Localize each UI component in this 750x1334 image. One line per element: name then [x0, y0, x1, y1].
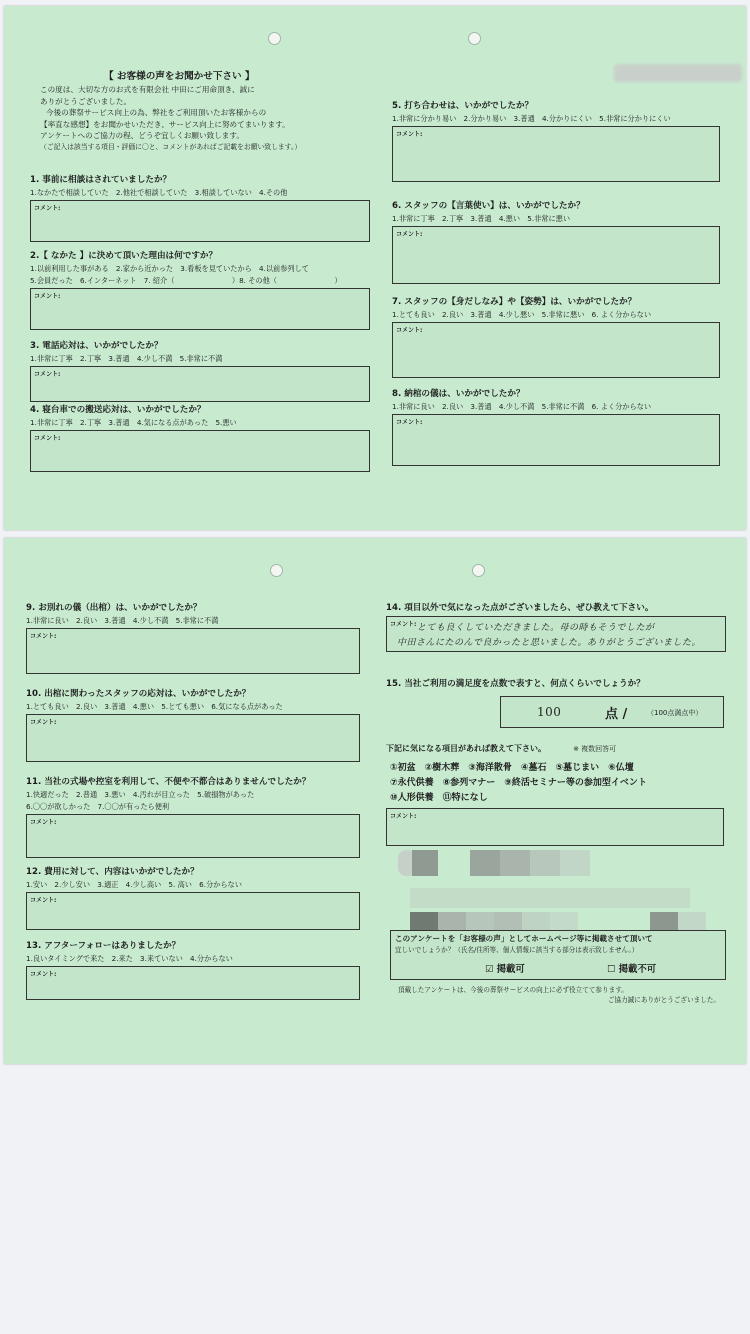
intro-line: 【率直な感想】をお聞かせいただき、サービス向上に努めてまいります。 — [40, 119, 290, 129]
interest-question: 下記に気になる項目があれば教えて下さい。 — [386, 744, 546, 753]
question-text: 4. 寝台車での搬送応対は、いかがでしたか？ — [30, 405, 206, 415]
handwritten-comment: とても良くしていただきました。母の時もそうでしたが — [417, 623, 655, 633]
handwritten-score: 100 — [537, 705, 562, 719]
question-text: 7. スタッフの【身だしなみ】や【姿勢】は、いかがでしたか？ — [392, 297, 637, 307]
question-12 — [26, 866, 360, 930]
question-options: 1.非常に良い 2.良い 3.普通 4.少し不満 5.非常に不満 — [26, 616, 219, 625]
comment-label: コメント: — [30, 971, 57, 978]
question-text: 6. スタッフの【言葉使い】は、いかがでしたか？ — [392, 201, 585, 211]
survey-sheet-page-2 — [4, 538, 746, 1064]
question-text: 1. 事前に相談はされていましたか？ — [30, 175, 172, 185]
question-options: 1.非常に丁寧 2.丁寧 3.普通 4.少し不満 5.非常に不満 — [30, 354, 223, 363]
comment-box[interactable] — [26, 892, 360, 930]
intro-line: （ご記入は該当する項目・評価に〇と、コメントがあればご記載をお願い致します。） — [40, 142, 302, 151]
interest-note: ※ 複数回答可 — [573, 745, 617, 753]
comment-box[interactable] — [30, 430, 370, 472]
intro-line: アンケートへのご協力の程、どうぞ宜しくお願い致します。 — [40, 131, 244, 140]
comment-box[interactable] — [26, 966, 360, 1000]
comment-label: コメント: — [34, 371, 61, 378]
question-13 — [26, 940, 360, 1000]
comment-label: コメント: — [396, 131, 423, 138]
comment-label: コメント: — [30, 633, 57, 640]
question-5 — [392, 100, 720, 182]
question-2 — [30, 250, 370, 330]
comment-box[interactable] — [30, 200, 370, 242]
interest-options-row: ⑩人形供養 ⑪特になし — [390, 793, 488, 803]
question-options: 1.快適だった 2.普通 3.悪い 4.汚れが目立った 5.破損物があった — [26, 790, 255, 799]
question-text: 10. 出棺に関わったスタッフの応対は、いかがでしたか？ — [26, 689, 251, 699]
comment-label: コメント: — [30, 719, 57, 726]
question-text: 12. 費用に対して、内容はいかがでしたか？ — [26, 867, 199, 877]
question-options: 1.非常に丁寧 2.丁寧 3.普通 4.悪い 5.非常に悪い — [392, 214, 571, 223]
interest-section — [386, 736, 730, 846]
question-options: 1.非常に丁寧 2.丁寧 3.普通 4.気になる点があった 5.悪い — [30, 418, 237, 427]
handwritten-comment: 中田さんにたのんで良かったと思いました。ありがとうございました。 — [397, 638, 702, 648]
intro-line: ありがとうございました。 — [40, 96, 132, 106]
comment-label: コメント: — [390, 813, 417, 820]
publish-consent-box — [390, 930, 726, 980]
question-options: 1.とても良い 2.良い 3.普通 4.悪い 5.とても悪い 6.気になる点があった — [26, 702, 283, 711]
question-text: 15. 当社ご利用の満足度を点数で表すと、何点くらいでしょうか？ — [386, 679, 645, 689]
comment-box[interactable] — [30, 366, 370, 402]
publish-allowed-checkbox[interactable]: ☑ 掲載可 — [485, 964, 525, 975]
question-options: 1.以前利用した事がある 2.家から近かった 3.看板を見ていたから 4.以前参列して — [30, 264, 309, 273]
comment-box[interactable] — [30, 288, 370, 330]
interest-options-row: ①初盆 ②樹木葬 ③海洋散骨 ④墓石 ⑤墓じまい ⑥仏壇 — [390, 763, 634, 773]
question-options: 1.非常に良い 2.良い 3.普通 4.少し不満 5.非常に不満 6. よく分からない — [392, 402, 652, 411]
survey-sheet-page-1 — [4, 6, 746, 530]
comment-box[interactable] — [392, 414, 720, 466]
publish-question: 宜しいでしょうか？（氏名/住所等、個人情報に該当する部分は表示致しません。） — [395, 946, 639, 954]
interest-options-row: ⑦永代供養 ⑧参列マナー ⑨終活セミナー等の参加型イベント — [390, 778, 647, 788]
comment-label: コメント: — [396, 231, 423, 238]
publish-question: このアンケートを「お客様の声」としてホームページ等に掲載させて頂いて — [395, 934, 653, 943]
footer-line: ご協力誠にありがとうございました。 — [607, 996, 720, 1004]
comment-label: コメント: — [34, 435, 61, 442]
question-options: 1.とても良い 2.良い 3.普通 4.少し悪い 5.非常に悪い 6. よく分からない — [392, 310, 652, 319]
question-options: 1.非常に分かり易い 2.分かり易い 3.普通 4.分かりにくい 5.非常に分かりにくい — [392, 114, 671, 123]
comment-box[interactable] — [26, 814, 360, 858]
comment-label: コメント: — [34, 293, 61, 300]
score-unit: 点 / — [605, 707, 628, 722]
question-text: 5. 打ち合わせは、いかがでしたか？ — [392, 101, 534, 111]
question-options: 6.〇〇が欲しかった 7.〇〇が有ったら便利 — [26, 802, 170, 811]
question-text: 8. 納棺の儀は、いかがでしたか？ — [392, 389, 525, 399]
score-max: （100点満点中） — [647, 709, 703, 717]
comment-label: コメント: — [390, 621, 417, 628]
comment-label: コメント: — [34, 205, 61, 212]
question-options: 5.会員だった 6.インターネット 7. 紹介（ ）8. その他（ ） — [30, 276, 342, 285]
footer-line: 頂戴したアンケートは、今後の葬祭サービスの向上に必ず役立てて参ります。 — [398, 986, 628, 994]
question-options: 1.安い 2.少し安い 3.適正 4.少し高い 5. 高い 6.分からない — [26, 880, 242, 889]
score-box[interactable] — [500, 696, 724, 728]
comment-box[interactable] — [386, 616, 726, 652]
question-options: 1.良いタイミングで来た 2.来た 3.来ていない 4.分からない — [26, 954, 233, 963]
comment-label: コメント: — [396, 327, 423, 334]
question-text: 13. アフターフォローはありましたか？ — [26, 941, 181, 951]
footer-note — [398, 984, 728, 1004]
comment-box[interactable] — [26, 714, 360, 762]
question-3 — [30, 340, 370, 402]
question-14 — [386, 602, 730, 652]
intro-text — [40, 84, 301, 153]
comment-label: コメント: — [396, 419, 423, 426]
comment-box[interactable] — [386, 808, 724, 846]
punch-hole — [268, 32, 281, 45]
question-4 — [30, 404, 370, 472]
question-10 — [26, 688, 360, 762]
question-8 — [392, 388, 720, 466]
question-text: 14. 項目以外で気になった点がございましたら、ぜひ教えて下さい。 — [386, 603, 654, 613]
survey-title: 【 お客様の声をお聞かせ下さい 】 — [104, 71, 255, 82]
punch-hole — [270, 564, 283, 577]
comment-box[interactable] — [392, 126, 720, 182]
question-6 — [392, 200, 720, 284]
punch-hole — [472, 564, 485, 577]
question-text: 2.【 なかた 】に決めて頂いた理由は何ですか？ — [30, 251, 218, 261]
comment-box[interactable] — [392, 322, 720, 378]
publish-denied-checkbox[interactable]: ☐ 掲載不可 — [607, 964, 657, 975]
question-1 — [30, 174, 370, 242]
question-text: 3. 電話応対は、いかがでしたか？ — [30, 341, 163, 351]
punch-hole — [468, 32, 481, 45]
question-7 — [392, 296, 720, 378]
question-11 — [26, 776, 360, 858]
question-options: 1.なかたで相談していた 2.他社で相談していた 3.相談していない 4.その他 — [30, 188, 288, 197]
comment-label: コメント: — [30, 819, 57, 826]
question-15 — [386, 678, 730, 728]
redacted-blur — [614, 64, 742, 82]
comment-box[interactable] — [26, 628, 360, 674]
question-text: 11. 当社の式場や控室を利用して、不便や不都合はありませんでしたか？ — [26, 777, 311, 787]
comment-box[interactable] — [392, 226, 720, 284]
intro-line: 今後の葬祭サービス向上の為、弊社をご利用頂いたお客様からの — [46, 108, 267, 117]
redacted-personal-info — [390, 846, 730, 940]
intro-line: この度は、大切な方のお式を有限会社 中田にご用命頂き、誠に — [40, 85, 255, 94]
question-9 — [26, 602, 360, 674]
comment-label: コメント: — [30, 897, 57, 904]
question-text: 9. お別れの儀（出棺）は、いかがでしたか？ — [26, 603, 202, 613]
